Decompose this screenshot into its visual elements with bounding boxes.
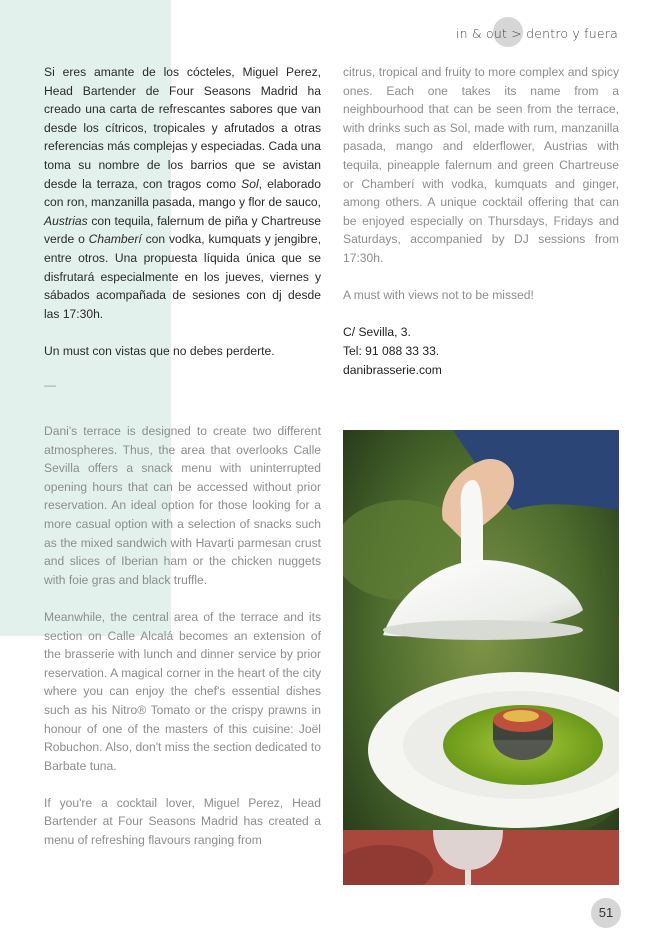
english-paragraph-4: citrus, tropical and fruity to more complex and spicy ones. Each one takes its name from a neighbourhood that can be seen from the terrace, with drinks such as Sol, made with rum, manzanilla pasada, mango and elderflower, Austrias with tequila, pineapple falernum and green Chartreuse or Chamberí with vodka, kumquats and ginger, among others. A unique cocktail offering that can be enjoyed especially on Thursdays, Fridays and Saturdays, accompanied by DJ sessions from 17:30h. (343, 65, 619, 265)
english-paragraph-3: If you're a cocktail lover, Miguel Perez, Head Bartender at Four Seasons Madrid has created a menu of refreshing flavours ranging from (44, 795, 321, 848)
contact-block (343, 323, 619, 379)
language-separator: — (44, 378, 56, 392)
page-number: 51 (598, 905, 614, 920)
website-link[interactable]: danibrasserie.com (343, 362, 442, 377)
phone: Tel: 91 088 33 33. (343, 343, 440, 358)
english-paragraph-5: A must with views not to be missed! (343, 288, 534, 303)
cocktail-name-chamberi: Chamberí (88, 232, 142, 247)
address: C/ Sevilla, 3. (343, 325, 411, 340)
english-paragraph-2: Meanwhile, the central area of the terrace and its section on Calle Alcalá becomes an extension of the brasserie with lunch and dinner service by prior reservation. A magical corner in the heart of the city where you can enjoy the chef's essential dishes such as his Nitro® Tomato or the crispy prawns in honour of one of the masters of this cuisine: Joël Robuchon. Also, don't miss the section dedicated to Barbate tuna. (44, 609, 321, 773)
spanish-paragraph-1: Si eres amante de los cócteles, Miguel Perez, Head Bartender de Four Seasons Madrid ha creado una carta de refrescantes sabores que van desde los cítricos, tropicales y afrutados a otras referencias más complejas y especiadas. Cada una toma su nombre de los barrios que se avistan desde la terraza, con tragos como Sol, elaborado con ron, manzanilla pasada, mango y flor de sauco, Austrias con tequila, falernum de piña y Chartreuse verde o Chamberí con vodka, kumquats y jengibre, entre otros. Una propuesta líquida única que se disfrutará especialmente en los jueves, viernes y sábados acompañada de sesiones con dj desde las 17:30h. (44, 65, 321, 321)
english-column-right (343, 63, 619, 379)
spanish-column (44, 63, 321, 379)
dish-photo (343, 430, 619, 885)
section-header (456, 22, 618, 44)
english-paragraph-1: Dani's terrace is designed to create two different atmospheres. Thus, the area that overlooks Calle Sevilla offers a snack menu with uninterrupted opening hours that can be accessed without prior reservation. An ideal option for those looking for a more casual option with a selection of snacks such as the mixed sandwich with Havarti parmesan crust and slices of Iberian ham or the chicken nuggets with foie gras and black truffle. (44, 424, 321, 587)
section-label: in & out > dentro y fuera (455, 25, 618, 41)
spanish-paragraph-2: Un must con vistas que no debes perderte. (44, 343, 275, 358)
page-number-badge (591, 898, 621, 928)
cocktail-name-sol: Sol (241, 176, 259, 191)
english-column-left (44, 422, 321, 868)
cocktail-name-austrias: Austrias (44, 213, 88, 228)
